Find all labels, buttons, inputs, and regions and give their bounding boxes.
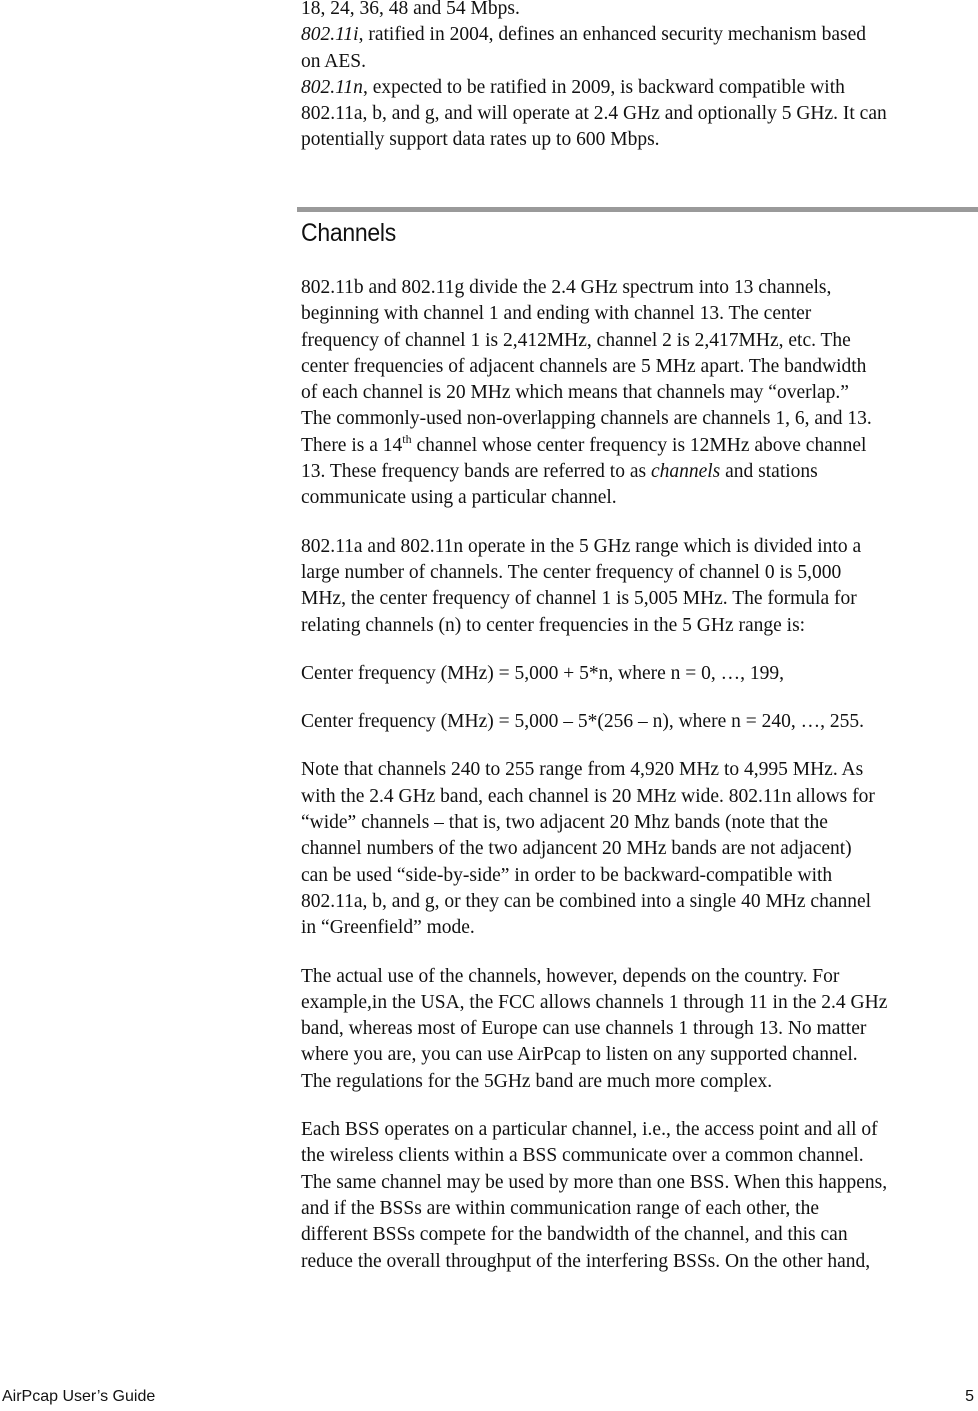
- paragraph-bss-channels: Each BSS operates on a particular channel, i.e., the access point and all of the wireless clients within a BSS communicate over a common channel. The same channel may be used by more than one BSS. When this happens, and if the BSSs are within communication range of each other, the different BSSs compete for the bandwidth of the channel, and this can reduce the overall throughput of the interfering BSSs. On the other hand,: [301, 1119, 888, 1272]
- intro-line: 802.11n, expected to be ratified in 2009, is backward compatible with: [301, 76, 845, 98]
- term-802-11i: 802.11i: [301, 24, 359, 46]
- section-divider: [297, 207, 978, 212]
- intro-block: [301, 0, 976, 154]
- section-title: Channels: [301, 219, 396, 247]
- formula-1: Center frequency (MHz) = 5,000 + 5*n, where n = 0, …, 199,: [301, 662, 784, 684]
- formula-2: Center frequency (MHz) = 5,000 – 5*(256 – n), where n = 240, …, 255.: [301, 711, 864, 733]
- term-802-11n: 802.11n: [301, 76, 363, 98]
- intro-line: 18, 24, 36, 48 and 54 Mbps.: [301, 0, 520, 19]
- footer-guide-title: AirPcap User’s Guide: [2, 1388, 156, 1405]
- section-body: [301, 275, 976, 1297]
- intro-line: 802.11a, b, and g, and will operate at 2.4 GHz and optionally 5 GHz. It can: [301, 103, 887, 125]
- page-footer: [0, 1388, 978, 1410]
- intro-line: on AES.: [301, 50, 367, 72]
- paragraph-5ghz-channels: 802.11a and 802.11n operate in the 5 GHz range which is divided into a large number of channels. The center frequency of channel 0 is 5,000 MHz, the center frequency of channel 1 is 5,005 MHz. The formula for relating channels (n) to center frequencies in the 5 GHz range is:: [301, 535, 862, 636]
- paragraph-wide-channels: Note that channels 240 to 255 range from 4,920 MHz to 4,995 MHz. As with the 2.4 GHz band, each channel is 20 MHz wide. 802.11n allows for “wide” channels – that is, two adjacent 20 Mhz bands (note that the channel numbers of the two adjancent 20 MHz bands are not adjacent) can be used “side-by-side” in order to be backward-compatible with 802.11a, b, and g, or they can be combined into a single 40 MHz channel in “Greenfield” mode.: [301, 759, 875, 939]
- page-number: 5: [965, 1388, 974, 1405]
- paragraph-country-regulations: The actual use of the channels, however, depends on the country. For example,in the USA, the FCC allows channels 1 through 11 in the 2.4 GHz band, whereas most of Europe can use channels 1 through 13. No matter where you are, you can use AirPcap to listen on any supported channel. The regulations for the 5GHz band are much more complex.: [301, 965, 888, 1092]
- paragraph-2-4ghz-channels: 802.11b and 802.11g divide the 2.4 GHz spectrum into 13 channels, beginning with channel 1 and ending with channel 13. The center frequency of channel 1 is 2,412MHz, channel 2 is 2,417MHz, etc. The center frequencies of adjacent channels are 5 MHz apart. The bandwidth of each channel is 20 MHz which means that channels may “overlap.” The commonly-used non-overlapping channels are channels 1, 6, and 13. There is a 14th channel whose center frequency is 12MHz above channel 13. These frequency bands are referred to as channels and stations communicate using a particular channel.: [301, 277, 872, 509]
- intro-line: potentially support data rates up to 600 Mbps.: [301, 129, 660, 151]
- term-channels: channels: [650, 461, 721, 483]
- intro-line: 802.11i, ratified in 2004, defines an enhanced security mechanism based: [301, 24, 866, 46]
- superscript-th: th: [402, 431, 412, 446]
